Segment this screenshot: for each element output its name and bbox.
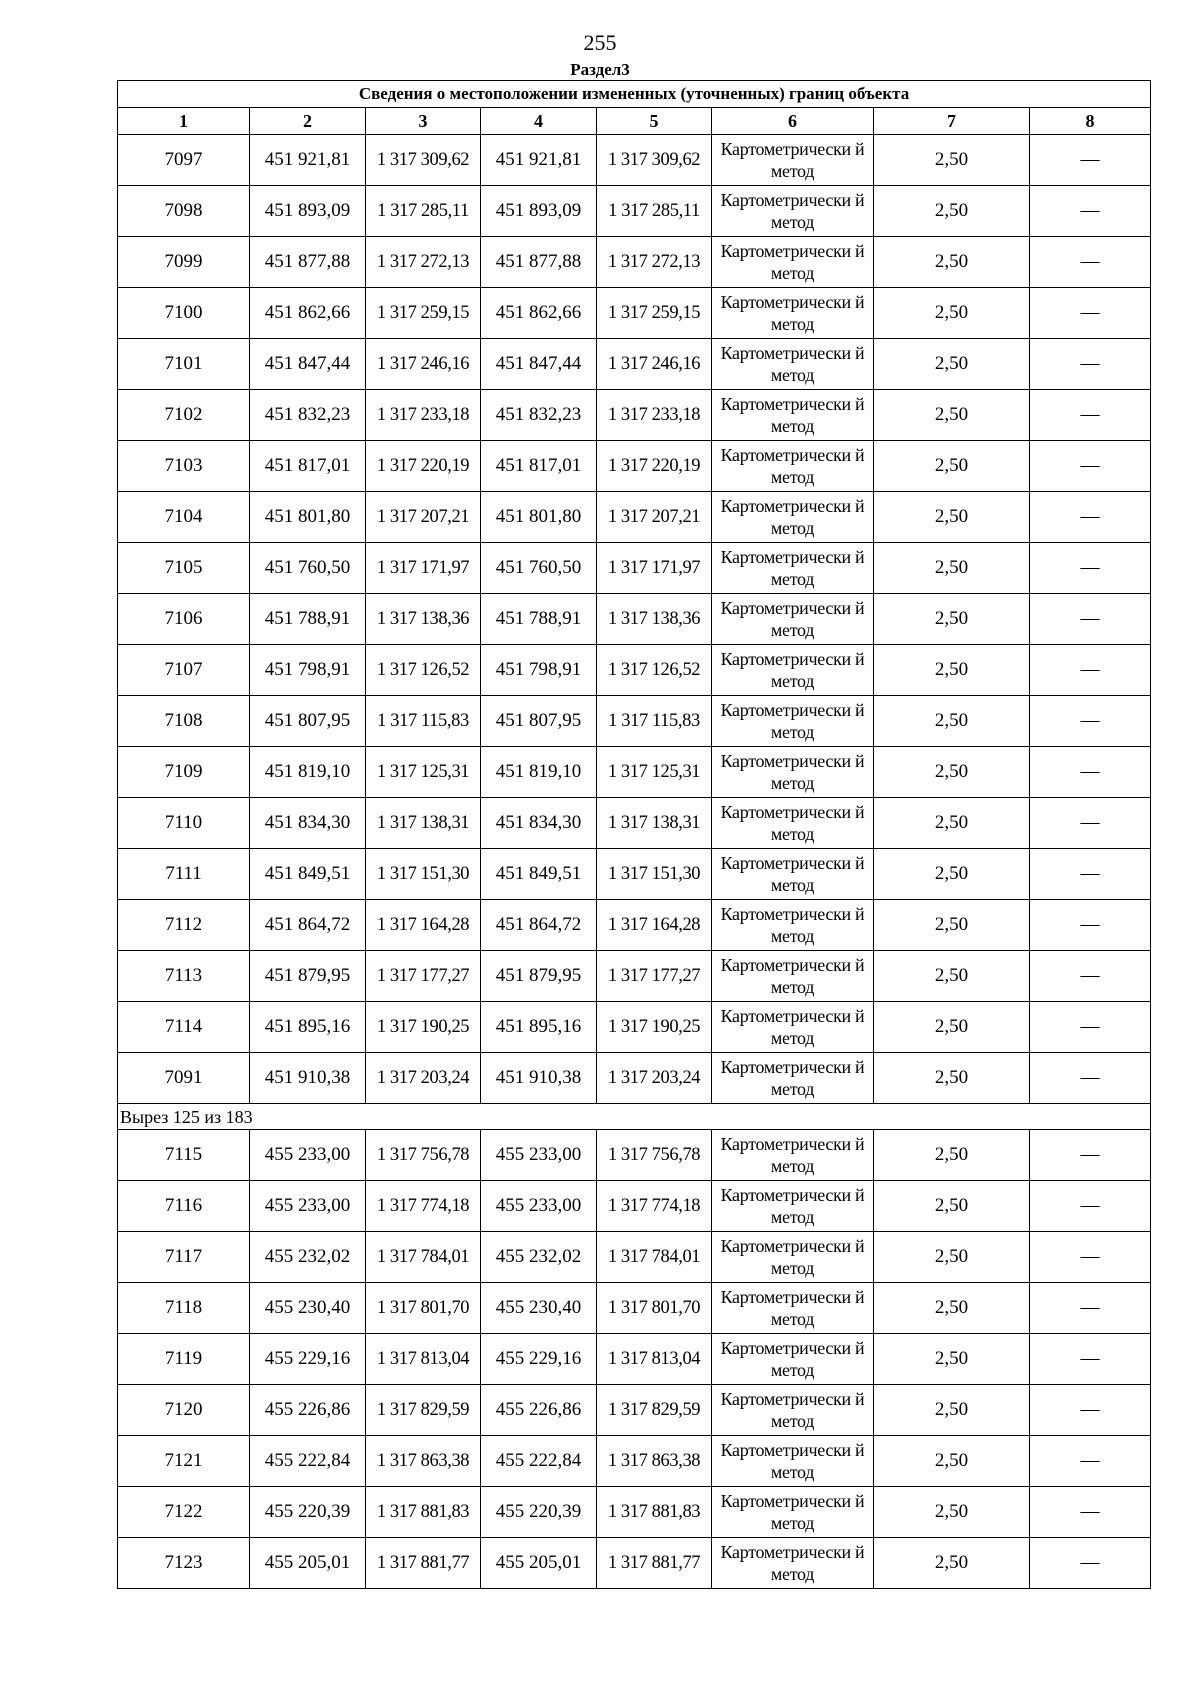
accuracy-cell: 2,50	[874, 390, 1030, 441]
description-cell: —	[1030, 1487, 1151, 1538]
method-cell: Картометрически й метод	[712, 594, 874, 645]
point-number-cell: 7105	[118, 543, 250, 594]
accuracy-cell: 2,50	[874, 237, 1030, 288]
x-new-cell: 455 222,84	[481, 1436, 597, 1487]
x-old-cell: 451 910,38	[250, 1053, 366, 1104]
description-cell: —	[1030, 1002, 1151, 1053]
method-cell: Картометрически й метод	[712, 645, 874, 696]
accuracy-cell: 2,50	[874, 645, 1030, 696]
description-cell: —	[1030, 543, 1151, 594]
y-new-cell: 1 317 756,78	[597, 1130, 712, 1181]
description-cell: —	[1030, 1181, 1151, 1232]
table-row	[118, 951, 1151, 1002]
description-cell: —	[1030, 1053, 1151, 1104]
y-new-cell: 1 317 164,28	[597, 900, 712, 951]
x-new-cell: 455 205,01	[481, 1538, 597, 1589]
x-new-cell: 451 879,95	[481, 951, 597, 1002]
table-body-part1	[118, 135, 1151, 1104]
description-cell: —	[1030, 441, 1151, 492]
table-row	[118, 390, 1151, 441]
point-number-cell: 7103	[118, 441, 250, 492]
method-cell: Картометрически й метод	[712, 492, 874, 543]
description-cell: —	[1030, 492, 1151, 543]
accuracy-cell: 2,50	[874, 492, 1030, 543]
x-old-cell: 451 921,81	[250, 135, 366, 186]
x-new-cell: 451 893,09	[481, 186, 597, 237]
description-cell: —	[1030, 747, 1151, 798]
x-old-cell: 451 849,51	[250, 849, 366, 900]
table-row	[118, 1538, 1151, 1589]
x-new-cell: 451 832,23	[481, 390, 597, 441]
column-header-row	[118, 108, 1151, 135]
y-old-cell: 1 317 164,28	[366, 900, 481, 951]
accuracy-cell: 2,50	[874, 1283, 1030, 1334]
point-number-cell: 7123	[118, 1538, 250, 1589]
description-cell: —	[1030, 1130, 1151, 1181]
method-cell: Картометрически й метод	[712, 1487, 874, 1538]
x-old-cell: 451 807,95	[250, 696, 366, 747]
y-new-cell: 1 317 309,62	[597, 135, 712, 186]
y-old-cell: 1 317 881,77	[366, 1538, 481, 1589]
x-new-cell: 451 798,91	[481, 645, 597, 696]
description-cell: —	[1030, 1232, 1151, 1283]
y-new-cell: 1 317 171,97	[597, 543, 712, 594]
method-cell: Картометрически й метод	[712, 1002, 874, 1053]
cut-label-row	[118, 1104, 1151, 1130]
x-new-cell: 451 760,50	[481, 543, 597, 594]
method-cell: Картометрически й метод	[712, 747, 874, 798]
method-cell: Картометрически й метод	[712, 696, 874, 747]
point-number-cell: 7118	[118, 1283, 250, 1334]
point-number-cell: 7119	[118, 1334, 250, 1385]
x-old-cell: 455 205,01	[250, 1538, 366, 1589]
y-old-cell: 1 317 138,31	[366, 798, 481, 849]
description-cell: —	[1030, 1538, 1151, 1589]
method-cell: Картометрически й метод	[712, 339, 874, 390]
table-cut-section	[118, 1104, 1151, 1130]
table-row	[118, 900, 1151, 951]
y-old-cell: 1 317 233,18	[366, 390, 481, 441]
point-number-cell: 7099	[118, 237, 250, 288]
table-row	[118, 594, 1151, 645]
x-old-cell: 455 230,40	[250, 1283, 366, 1334]
column-header: 8	[1030, 108, 1151, 135]
table-row	[118, 492, 1151, 543]
y-old-cell: 1 317 126,52	[366, 645, 481, 696]
y-old-cell: 1 317 207,21	[366, 492, 481, 543]
x-old-cell: 451 879,95	[250, 951, 366, 1002]
point-number-cell: 7091	[118, 1053, 250, 1104]
method-cell: Картометрически й метод	[712, 237, 874, 288]
x-old-cell: 451 834,30	[250, 798, 366, 849]
y-old-cell: 1 317 285,11	[366, 186, 481, 237]
x-new-cell: 451 877,88	[481, 237, 597, 288]
y-new-cell: 1 317 272,13	[597, 237, 712, 288]
x-old-cell: 451 801,80	[250, 492, 366, 543]
accuracy-cell: 2,50	[874, 951, 1030, 1002]
x-old-cell: 451 832,23	[250, 390, 366, 441]
table-caption-row	[118, 81, 1151, 108]
accuracy-cell: 2,50	[874, 1181, 1030, 1232]
point-number-cell: 7114	[118, 1002, 250, 1053]
y-new-cell: 1 317 138,31	[597, 798, 712, 849]
x-old-cell: 451 819,10	[250, 747, 366, 798]
method-cell: Картометрически й метод	[712, 798, 874, 849]
method-cell: Картометрически й метод	[712, 1181, 874, 1232]
description-cell: —	[1030, 186, 1151, 237]
accuracy-cell: 2,50	[874, 186, 1030, 237]
x-new-cell: 455 229,16	[481, 1334, 597, 1385]
method-cell: Картометрически й метод	[712, 951, 874, 1002]
point-number-cell: 7113	[118, 951, 250, 1002]
table-row	[118, 1385, 1151, 1436]
accuracy-cell: 2,50	[874, 1130, 1030, 1181]
column-header: 1	[118, 108, 250, 135]
table-row	[118, 543, 1151, 594]
point-number-cell: 7117	[118, 1232, 250, 1283]
x-new-cell: 451 910,38	[481, 1053, 597, 1104]
table-row	[118, 798, 1151, 849]
method-cell: Картометрически й метод	[712, 1053, 874, 1104]
x-new-cell: 451 864,72	[481, 900, 597, 951]
point-number-cell: 7100	[118, 288, 250, 339]
accuracy-cell: 2,50	[874, 339, 1030, 390]
table-body-part2	[118, 1130, 1151, 1589]
x-old-cell: 451 760,50	[250, 543, 366, 594]
y-new-cell: 1 317 207,21	[597, 492, 712, 543]
accuracy-cell: 2,50	[874, 1487, 1030, 1538]
description-cell: —	[1030, 135, 1151, 186]
y-old-cell: 1 317 138,36	[366, 594, 481, 645]
y-new-cell: 1 317 813,04	[597, 1334, 712, 1385]
x-new-cell: 451 862,66	[481, 288, 597, 339]
method-cell: Картометрически й метод	[712, 135, 874, 186]
y-new-cell: 1 317 177,27	[597, 951, 712, 1002]
y-old-cell: 1 317 203,24	[366, 1053, 481, 1104]
description-cell: —	[1030, 1283, 1151, 1334]
y-old-cell: 1 317 259,15	[366, 288, 481, 339]
y-old-cell: 1 317 829,59	[366, 1385, 481, 1436]
point-number-cell: 7104	[118, 492, 250, 543]
y-new-cell: 1 317 774,18	[597, 1181, 712, 1232]
column-header: 4	[481, 108, 597, 135]
x-old-cell: 451 877,88	[250, 237, 366, 288]
page-number: 255	[583, 30, 617, 55]
table-row	[118, 1232, 1151, 1283]
method-cell: Картометрически й метод	[712, 1232, 874, 1283]
description-cell: —	[1030, 288, 1151, 339]
y-old-cell: 1 317 881,83	[366, 1487, 481, 1538]
point-number-cell: 7116	[118, 1181, 250, 1232]
y-old-cell: 1 317 801,70	[366, 1283, 481, 1334]
table-row	[118, 747, 1151, 798]
x-old-cell: 451 864,72	[250, 900, 366, 951]
x-new-cell: 451 801,80	[481, 492, 597, 543]
x-old-cell: 451 862,66	[250, 288, 366, 339]
point-number-cell: 7108	[118, 696, 250, 747]
table-row	[118, 288, 1151, 339]
y-old-cell: 1 317 171,97	[366, 543, 481, 594]
y-new-cell: 1 317 801,70	[597, 1283, 712, 1334]
point-number-cell: 7110	[118, 798, 250, 849]
point-number-cell: 7115	[118, 1130, 250, 1181]
table-row	[118, 1053, 1151, 1104]
accuracy-cell: 2,50	[874, 1002, 1030, 1053]
y-old-cell: 1 317 125,31	[366, 747, 481, 798]
x-old-cell: 455 233,00	[250, 1130, 366, 1181]
x-old-cell: 451 817,01	[250, 441, 366, 492]
description-cell: —	[1030, 696, 1151, 747]
method-cell: Картометрически й метод	[712, 1538, 874, 1589]
method-cell: Картометрически й метод	[712, 1334, 874, 1385]
method-cell: Картометрически й метод	[712, 1283, 874, 1334]
coordinates-table	[117, 80, 1151, 1589]
y-new-cell: 1 317 151,30	[597, 849, 712, 900]
x-old-cell: 451 788,91	[250, 594, 366, 645]
x-old-cell: 455 229,16	[250, 1334, 366, 1385]
x-new-cell: 451 921,81	[481, 135, 597, 186]
description-cell: —	[1030, 237, 1151, 288]
x-new-cell: 451 788,91	[481, 594, 597, 645]
column-header: 6	[712, 108, 874, 135]
y-old-cell: 1 317 177,27	[366, 951, 481, 1002]
x-new-cell: 455 226,86	[481, 1385, 597, 1436]
x-old-cell: 451 895,16	[250, 1002, 366, 1053]
y-old-cell: 1 317 190,25	[366, 1002, 481, 1053]
accuracy-cell: 2,50	[874, 747, 1030, 798]
x-new-cell: 451 817,01	[481, 441, 597, 492]
accuracy-cell: 2,50	[874, 1232, 1030, 1283]
y-old-cell: 1 317 220,19	[366, 441, 481, 492]
method-cell: Картометрически й метод	[712, 390, 874, 441]
section-title: Раздел3	[570, 60, 630, 79]
x-new-cell: 451 849,51	[481, 849, 597, 900]
x-old-cell: 455 232,02	[250, 1232, 366, 1283]
x-new-cell: 451 819,10	[481, 747, 597, 798]
table-row	[118, 1334, 1151, 1385]
point-number-cell: 7111	[118, 849, 250, 900]
y-new-cell: 1 317 863,38	[597, 1436, 712, 1487]
y-new-cell: 1 317 233,18	[597, 390, 712, 441]
accuracy-cell: 2,50	[874, 1436, 1030, 1487]
accuracy-cell: 2,50	[874, 900, 1030, 951]
y-new-cell: 1 317 125,31	[597, 747, 712, 798]
point-number-cell: 7122	[118, 1487, 250, 1538]
description-cell: —	[1030, 1385, 1151, 1436]
table-row	[118, 849, 1151, 900]
y-new-cell: 1 317 138,36	[597, 594, 712, 645]
table-row	[118, 1181, 1151, 1232]
table-row	[118, 1436, 1151, 1487]
y-new-cell: 1 317 881,83	[597, 1487, 712, 1538]
point-number-cell: 7107	[118, 645, 250, 696]
x-old-cell: 451 798,91	[250, 645, 366, 696]
column-header: 3	[366, 108, 481, 135]
table-row	[118, 645, 1151, 696]
y-new-cell: 1 317 246,16	[597, 339, 712, 390]
y-old-cell: 1 317 774,18	[366, 1181, 481, 1232]
table-caption: Сведения о местоположении измененных (уточненных) границ объекта	[118, 81, 1151, 108]
y-new-cell: 1 317 784,01	[597, 1232, 712, 1283]
x-new-cell: 455 232,02	[481, 1232, 597, 1283]
table-row	[118, 1002, 1151, 1053]
method-cell: Картометрически й метод	[712, 900, 874, 951]
description-cell: —	[1030, 951, 1151, 1002]
point-number-cell: 7098	[118, 186, 250, 237]
column-header: 2	[250, 108, 366, 135]
accuracy-cell: 2,50	[874, 543, 1030, 594]
method-cell: Картометрически й метод	[712, 1130, 874, 1181]
table-row	[118, 237, 1151, 288]
x-new-cell: 451 847,44	[481, 339, 597, 390]
x-old-cell: 455 222,84	[250, 1436, 366, 1487]
point-number-cell: 7112	[118, 900, 250, 951]
method-cell: Картометрически й метод	[712, 1385, 874, 1436]
y-new-cell: 1 317 829,59	[597, 1385, 712, 1436]
table-row	[118, 135, 1151, 186]
description-cell: —	[1030, 798, 1151, 849]
method-cell: Картометрически й метод	[712, 441, 874, 492]
y-old-cell: 1 317 272,13	[366, 237, 481, 288]
x-old-cell: 455 220,39	[250, 1487, 366, 1538]
x-new-cell: 455 220,39	[481, 1487, 597, 1538]
accuracy-cell: 2,50	[874, 1053, 1030, 1104]
point-number-cell: 7121	[118, 1436, 250, 1487]
table-row	[118, 1283, 1151, 1334]
accuracy-cell: 2,50	[874, 288, 1030, 339]
method-cell: Картометрически й метод	[712, 849, 874, 900]
y-new-cell: 1 317 203,24	[597, 1053, 712, 1104]
y-new-cell: 1 317 285,11	[597, 186, 712, 237]
y-old-cell: 1 317 309,62	[366, 135, 481, 186]
accuracy-cell: 2,50	[874, 1334, 1030, 1385]
y-new-cell: 1 317 220,19	[597, 441, 712, 492]
y-old-cell: 1 317 756,78	[366, 1130, 481, 1181]
description-cell: —	[1030, 594, 1151, 645]
point-number-cell: 7120	[118, 1385, 250, 1436]
x-new-cell: 451 834,30	[481, 798, 597, 849]
y-new-cell: 1 317 881,77	[597, 1538, 712, 1589]
table-row	[118, 696, 1151, 747]
point-number-cell: 7102	[118, 390, 250, 441]
x-new-cell: 455 230,40	[481, 1283, 597, 1334]
method-cell: Картометрически й метод	[712, 543, 874, 594]
method-cell: Картометрически й метод	[712, 288, 874, 339]
description-cell: —	[1030, 900, 1151, 951]
y-new-cell: 1 317 126,52	[597, 645, 712, 696]
method-cell: Картометрически й метод	[712, 186, 874, 237]
y-new-cell: 1 317 259,15	[597, 288, 712, 339]
point-number-cell: 7097	[118, 135, 250, 186]
accuracy-cell: 2,50	[874, 1385, 1030, 1436]
description-cell: —	[1030, 1436, 1151, 1487]
table-row	[118, 186, 1151, 237]
x-new-cell: 455 233,00	[481, 1130, 597, 1181]
accuracy-cell: 2,50	[874, 1538, 1030, 1589]
point-number-cell: 7109	[118, 747, 250, 798]
y-old-cell: 1 317 246,16	[366, 339, 481, 390]
y-old-cell: 1 317 115,83	[366, 696, 481, 747]
x-old-cell: 455 233,00	[250, 1181, 366, 1232]
y-old-cell: 1 317 784,01	[366, 1232, 481, 1283]
y-old-cell: 1 317 813,04	[366, 1334, 481, 1385]
column-header: 7	[874, 108, 1030, 135]
x-new-cell: 451 895,16	[481, 1002, 597, 1053]
accuracy-cell: 2,50	[874, 696, 1030, 747]
x-old-cell: 455 226,86	[250, 1385, 366, 1436]
point-number-cell: 7101	[118, 339, 250, 390]
table-row	[118, 441, 1151, 492]
y-old-cell: 1 317 863,38	[366, 1436, 481, 1487]
accuracy-cell: 2,50	[874, 849, 1030, 900]
description-cell: —	[1030, 645, 1151, 696]
description-cell: —	[1030, 1334, 1151, 1385]
accuracy-cell: 2,50	[874, 441, 1030, 492]
x-old-cell: 451 893,09	[250, 186, 366, 237]
cut-label: Вырез 125 из 183	[118, 1104, 1151, 1130]
x-new-cell: 451 807,95	[481, 696, 597, 747]
accuracy-cell: 2,50	[874, 594, 1030, 645]
table-row	[118, 1487, 1151, 1538]
y-new-cell: 1 317 190,25	[597, 1002, 712, 1053]
accuracy-cell: 2,50	[874, 798, 1030, 849]
description-cell: —	[1030, 339, 1151, 390]
x-old-cell: 451 847,44	[250, 339, 366, 390]
y-new-cell: 1 317 115,83	[597, 696, 712, 747]
table-row	[118, 1130, 1151, 1181]
x-new-cell: 455 233,00	[481, 1181, 597, 1232]
description-cell: —	[1030, 849, 1151, 900]
y-old-cell: 1 317 151,30	[366, 849, 481, 900]
method-cell: Картометрически й метод	[712, 1436, 874, 1487]
accuracy-cell: 2,50	[874, 135, 1030, 186]
point-number-cell: 7106	[118, 594, 250, 645]
description-cell: —	[1030, 390, 1151, 441]
column-header: 5	[597, 108, 712, 135]
table-row	[118, 339, 1151, 390]
